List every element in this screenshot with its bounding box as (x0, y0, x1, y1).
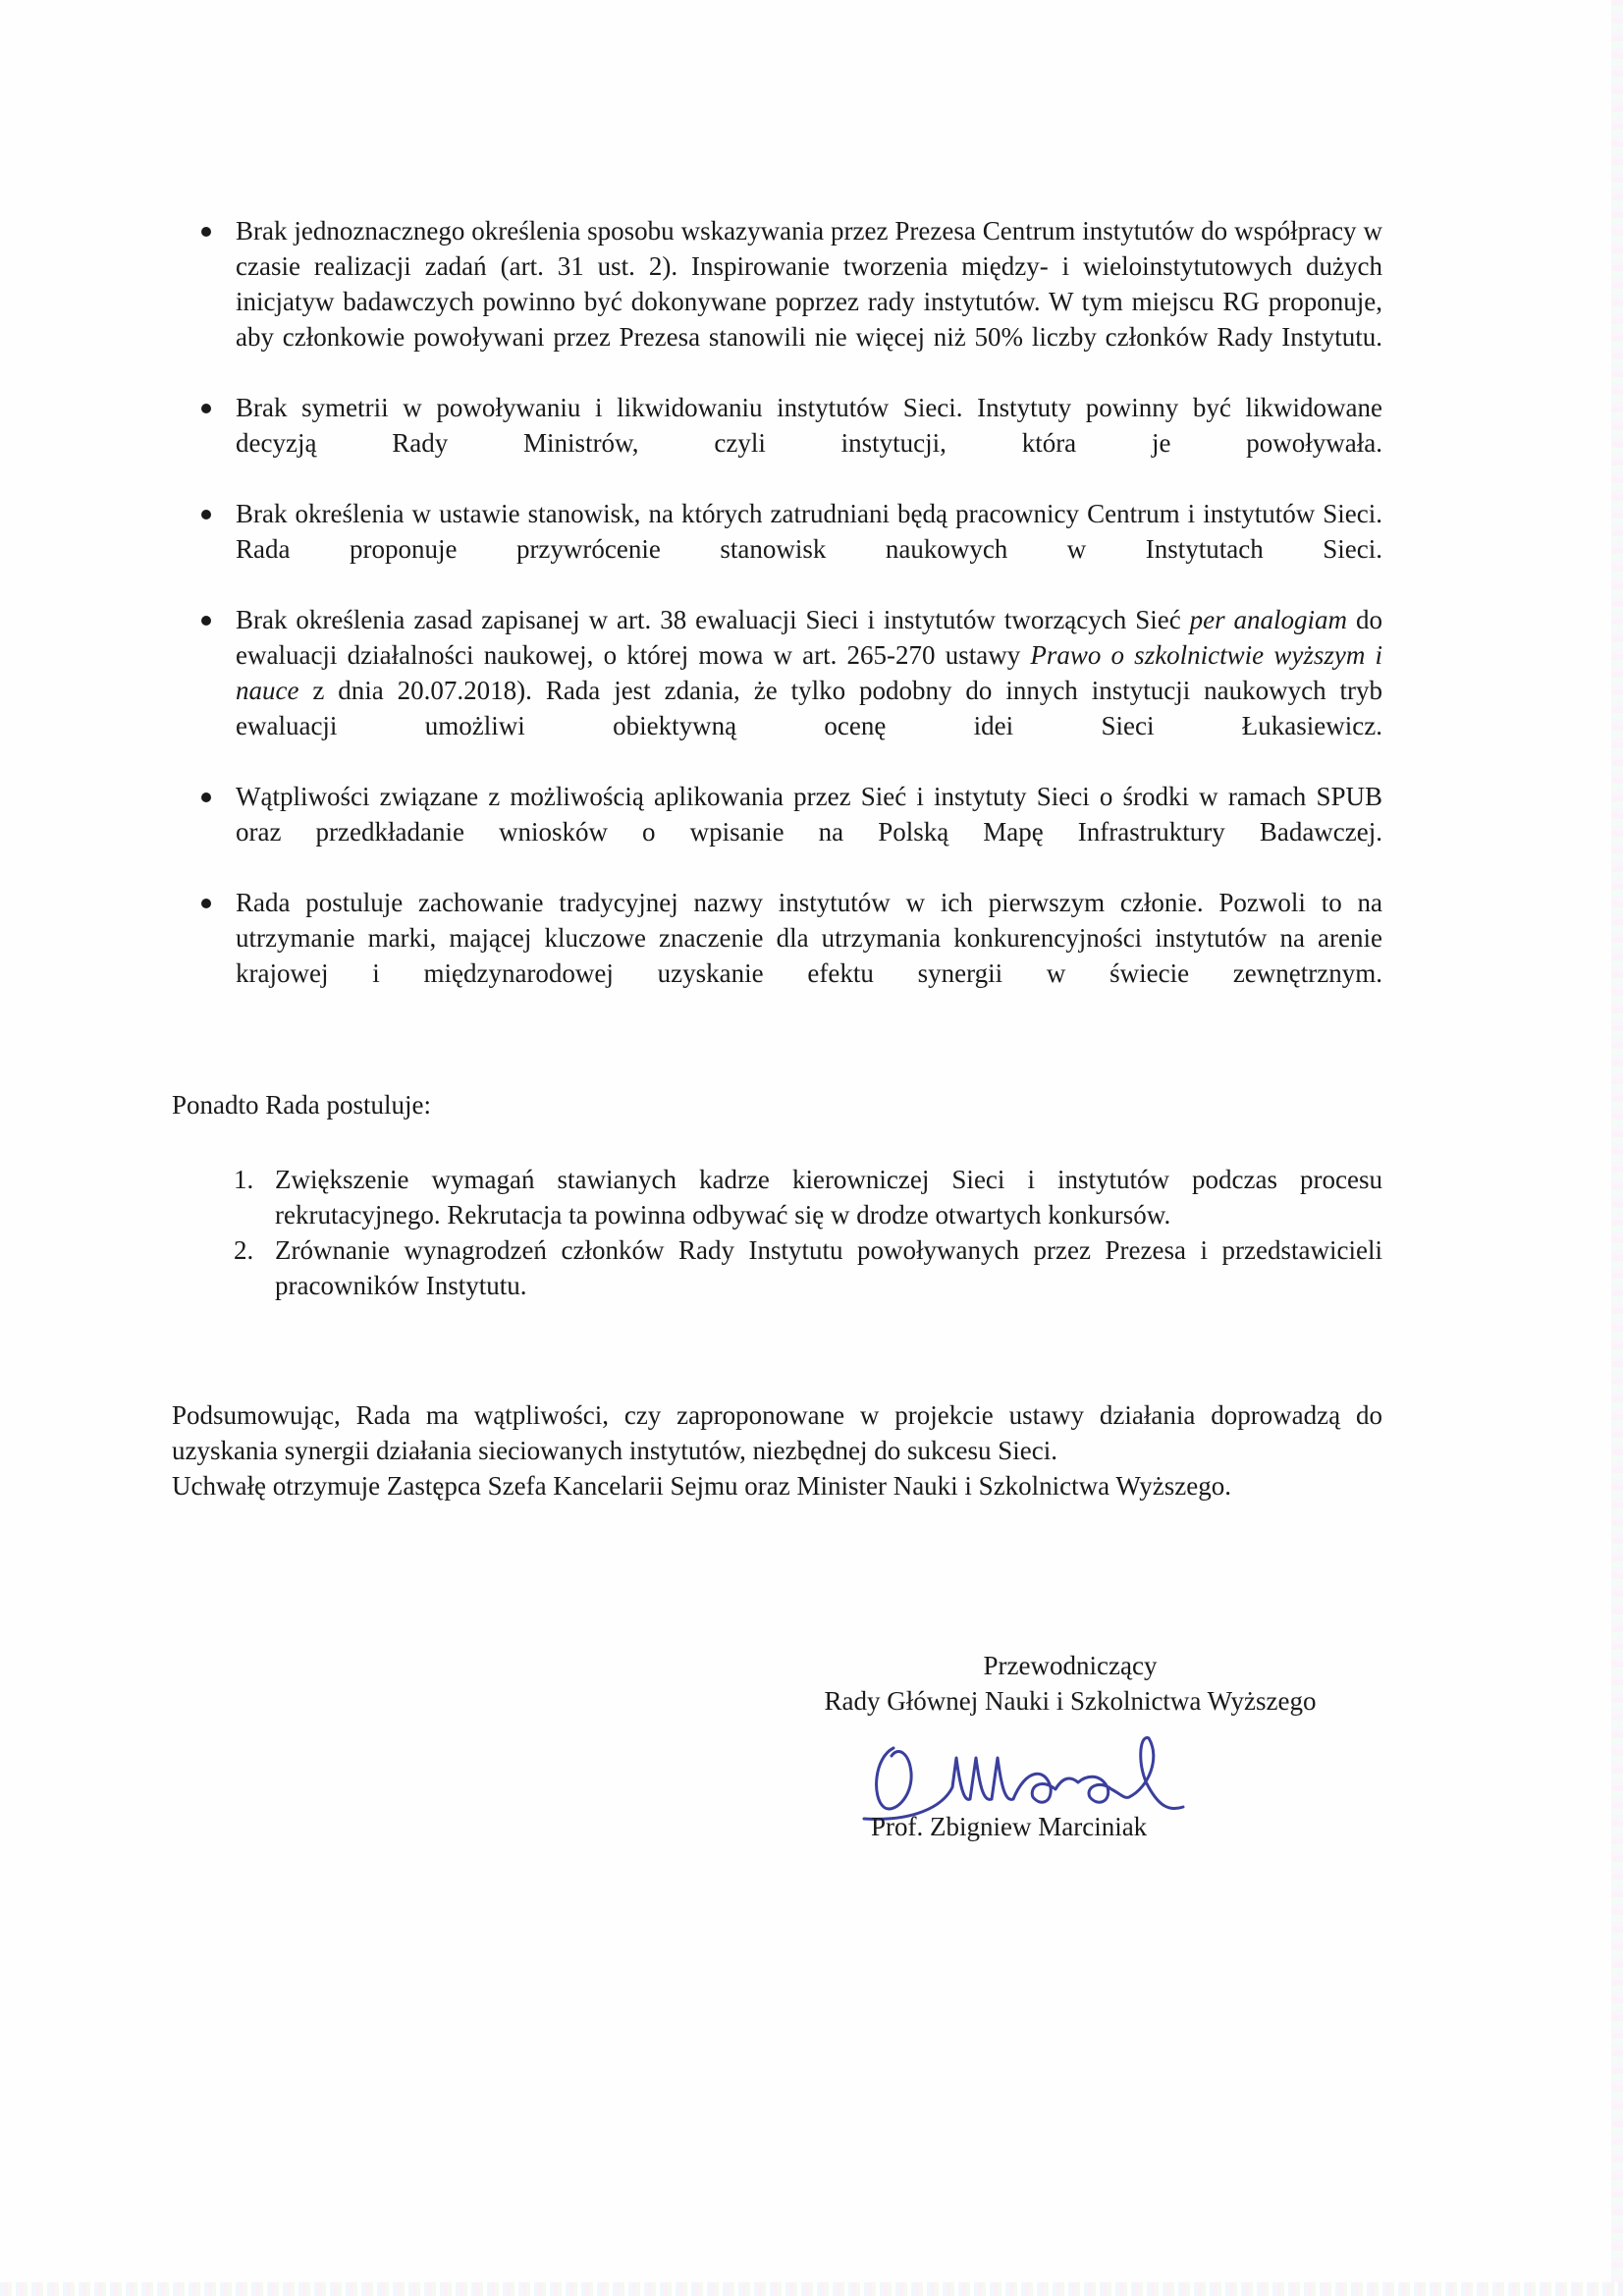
bullet-icon (201, 510, 211, 519)
lead-paragraph: Ponadto Rada postuluje: (172, 1090, 431, 1120)
bullet-item (196, 496, 1382, 602)
bullet-text-part: Brak określenia zasad zapisanej w art. 38 ewaluacji Sieci i instytutów tworzących Sieć (236, 605, 1190, 634)
bullet-text (236, 602, 1382, 779)
bullet-text: Brak określenia w ustawie stanowisk, na których zatrudniani będą pracownicy Centrum i instytutów Sieci. Rada proponuje przywrócenie stanowisk naukowych w Instytutach Sieci. (236, 499, 1382, 564)
signatory-role: Przewodniczący (983, 1651, 1158, 1680)
item-text: Zrównanie wynagrodzeń członków Rady Instytutu powoływanych przez Prezesa i przedstawicieli pracowników Instytutu. (275, 1235, 1382, 1300)
bullet-text-part: do ewaluacji działalności naukowej, o której mowa w art. 265-270 ustawy (236, 605, 1383, 670)
latin-phrase: per analogiam (1189, 605, 1348, 634)
bullet-icon (201, 616, 211, 626)
numbered-item (234, 1162, 1382, 1232)
act-title: Prawo o szkolnictwie wyższym i nauce (236, 640, 1382, 705)
numbered-item (234, 1232, 1382, 1303)
postulates-numbered-list (234, 1162, 1382, 1303)
item-number: 2. (234, 1235, 254, 1265)
bullet-icon (201, 793, 211, 802)
signatory-name: Prof. Zbigniew Marciniak (871, 1812, 1148, 1841)
scan-edge-artifact (1611, 0, 1623, 2296)
bullet-text: Brak jednoznacznego określenia sposobu wskazywania przez Prezesa Centrum instytutów do współpracy w czasie realizacji zadań (art. 31 ust. 2). Inspirowanie tworzenia między- i wieloinstytutowych dużych inicjatyw badawczych powinno być dokonywane poprzez rady instytutów. W tym miejscu RG proponuje, aby członkowie powoływani przez Prezesa stanowili nie więcej niż 50% liczby członków Rady Instytutu. (236, 216, 1382, 352)
bullet-item (196, 779, 1382, 885)
bullet-icon (201, 899, 211, 908)
bullet-text-part: z dnia 20.07.2018). Rada jest zdania, że tylko podobny do innych instytucji naukowych tryb ewaluacji umożliwi obiektywną ocenę idei Sieci Łukasiewicz. (236, 676, 1382, 740)
item-number: 1. (234, 1165, 254, 1194)
distribution-paragraph: Uchwałę otrzymuje Zastępca Szefa Kancelarii Sejmu oraz Minister Nauki i Szkolnictwa Wyższego. (172, 1471, 1231, 1501)
signature-stroke (864, 1738, 1183, 1820)
bullet-item (196, 213, 1382, 390)
summary-section (172, 1397, 1382, 1503)
signature-block (727, 1648, 1414, 1719)
signatory-body: Rady Głównej Nauki i Szkolnictwa Wyższego (824, 1686, 1317, 1716)
bullet-text: Brak symetrii w powoływaniu i likwidowaniu instytutów Sieci. Instytuty powinny być likwidowane decyzją Rady Ministrów, czyli instytucji, która je powoływała. (236, 393, 1382, 458)
summary-paragraph: Podsumowując, Rada ma wątpliwości, czy zaproponowane w projekcie ustawy działania doprowadzą do uzyskania synergii działania sieciowanych instytutów, niezbędnej do sukcesu Sieci. (172, 1400, 1382, 1465)
bullet-icon (201, 227, 211, 237)
remarks-bullet-list (196, 213, 1382, 1026)
bullet-text: Wątpliwości związane z możliwością aplikowania przez Sieć i instytuty Sieci o środki w ramach SPUB oraz przedkładanie wniosków o wpisanie na Polską Mapę Infrastruktury Badawczej. (236, 782, 1382, 847)
bullet-icon (201, 404, 211, 413)
item-text: Zwiększenie wymagań stawianych kadrze kierowniczej Sieci i instytutów podczas procesu rekrutacyjnego. Rekrutacja ta powinna odbywać się w drodze otwartych konkursów. (275, 1165, 1382, 1230)
bullet-item (196, 885, 1382, 1026)
scan-edge-artifact (0, 2282, 1623, 2296)
bullet-item (196, 602, 1382, 779)
bullet-text: Rada postuluje zachowanie tradycyjnej nazwy instytutów w ich pierwszym członie. Pozwoli to na utrzymanie marki, mającej kluczowe znaczenie dla utrzymania konkurencyjności instytutów na arenie krajowej i międzynarodowej uzyskanie efektu synergii w świecie zewnętrznym. (236, 888, 1382, 988)
bullet-item (196, 390, 1382, 496)
